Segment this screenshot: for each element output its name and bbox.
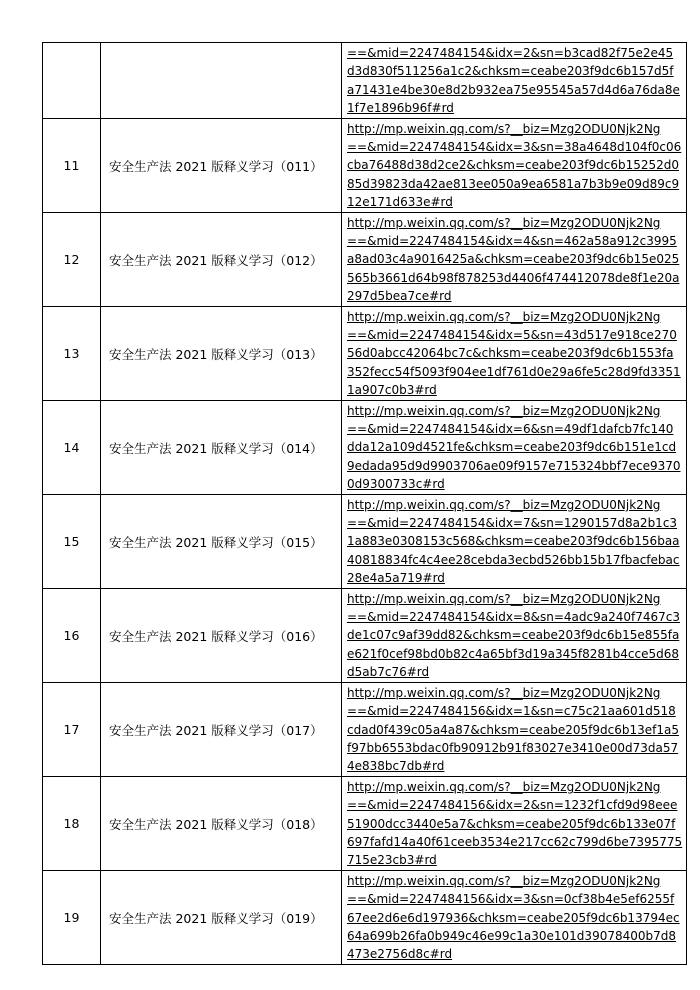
url-link[interactable] [347, 684, 682, 775]
links-table [42, 42, 687, 965]
row-title: 安全生产法 2021 版释义学习（019） [101, 871, 342, 965]
url-line[interactable]: http://mp.weixin.qq.com/s?__biz=Mzg2ODU0Njk2Ng [347, 686, 661, 701]
row-number [43, 43, 101, 119]
row-number: 18 [43, 777, 101, 871]
url-line[interactable]: 697fafd14a40f61ceeb3534e217cc62c799d6be7395775 [347, 834, 683, 849]
table-row [43, 777, 687, 871]
row-number: 17 [43, 683, 101, 777]
table-row [43, 495, 687, 589]
url-line[interactable]: e621f0cef98bd0b82c4a65bf3d19a345f8281b4cce5d68 [347, 646, 679, 661]
url-line[interactable]: 67ee2d6e6d197936&chksm=ceabe205f9dc6b13794ec [347, 910, 680, 925]
row-title: 安全生产法 2021 版释义学习（014） [101, 401, 342, 495]
url-line[interactable]: ==&mid=2247484154&idx=3&sn=38a4648d104f0c06 [347, 140, 682, 155]
table-row [43, 871, 687, 965]
url-line[interactable]: cdad0f439c05a4a87&chksm=ceabe205f9dc6b13ef1a5 [347, 722, 679, 737]
row-url-cell [342, 683, 687, 777]
url-line[interactable]: dda12a109d4521fe&chksm=ceabe203f9dc6b151e1cd [347, 440, 677, 455]
table-row [43, 683, 687, 777]
table-row [43, 213, 687, 307]
url-line[interactable]: d3d830f511256a1c2&chksm=ceabe203f9dc6b157d5f [347, 64, 674, 79]
url-line[interactable]: 64a699b26fa0b949c46e99c1a30e101d39078400b7d8 [347, 928, 677, 943]
row-url-cell [342, 871, 687, 965]
row-url-cell [342, 43, 687, 119]
url-line[interactable]: http://mp.weixin.qq.com/s?__biz=Mzg2ODU0Njk2Ng [347, 216, 661, 231]
url-line[interactable]: http://mp.weixin.qq.com/s?__biz=Mzg2ODU0Njk2Ng [347, 592, 661, 607]
url-line[interactable]: ==&mid=2247484156&idx=2&sn=1232f1cfd9d98eee [347, 798, 678, 813]
row-number: 19 [43, 871, 101, 965]
row-title: 安全生产法 2021 版释义学习（012） [101, 213, 342, 307]
url-line[interactable]: http://mp.weixin.qq.com/s?__biz=Mzg2ODU0Njk2Ng [347, 122, 661, 136]
url-line[interactable]: 51900dcc3440e5a7&chksm=ceabe205f9dc6b133e07f [347, 816, 676, 831]
url-line[interactable]: http://mp.weixin.qq.com/s?__biz=Mzg2ODU0Njk2Ng [347, 404, 661, 419]
url-line[interactable]: 297d5bea7ce#rd [347, 288, 452, 303]
url-line[interactable]: cba76488d38d2ce2&chksm=ceabe203f9dc6b15252d0 [347, 158, 679, 173]
row-url-cell [342, 777, 687, 871]
row-title: 安全生产法 2021 版释义学习（015） [101, 495, 342, 589]
url-line[interactable]: http://mp.weixin.qq.com/s?__biz=Mzg2ODU0Njk2Ng [347, 874, 661, 889]
url-line[interactable]: ==&mid=2247484156&idx=3&sn=0cf38b4e5ef6255f [347, 892, 675, 907]
row-number: 12 [43, 213, 101, 307]
url-line[interactable]: http://mp.weixin.qq.com/s?__biz=Mzg2ODU0Njk2Ng [347, 780, 661, 795]
row-number: 16 [43, 589, 101, 683]
url-line[interactable]: ==&mid=2247484154&idx=6&sn=49df1dafcb7fc140 [347, 422, 674, 437]
url-link[interactable] [347, 44, 682, 117]
url-link[interactable] [347, 872, 682, 963]
row-title: 安全生产法 2021 版释义学习（013） [101, 307, 342, 401]
url-link[interactable] [347, 402, 682, 493]
url-line[interactable]: 473e2756d8c#rd [347, 946, 453, 961]
row-title: 安全生产法 2021 版释义学习（011） [101, 119, 342, 213]
url-line[interactable]: ==&mid=2247484154&idx=8&sn=4adc9a240f7467c3 [347, 610, 680, 625]
row-url-cell [342, 213, 687, 307]
row-url-cell [342, 119, 687, 213]
url-line[interactable]: http://mp.weixin.qq.com/s?__biz=Mzg2ODU0Njk2Ng [347, 498, 661, 513]
url-line[interactable]: f97bb6553bdac0fb90912b91f83027e3410e00d73da57 [347, 740, 679, 755]
url-line[interactable]: 1a883e0308153c568&chksm=ceabe203f9dc6b156baa [347, 534, 680, 549]
url-line[interactable]: 9edada95d9d9903706ae09f9157e715324bbf7ece9370 [347, 458, 681, 473]
table-row [43, 43, 687, 119]
url-line[interactable]: 715e23cb3#rd [347, 852, 437, 867]
url-line[interactable]: 4e838bc7db#rd [347, 758, 445, 773]
row-title: 安全生产法 2021 版释义学习（016） [101, 589, 342, 683]
url-line[interactable]: ==&mid=2247484156&idx=1&sn=c75c21aa601d518 [347, 704, 676, 719]
url-link[interactable] [347, 214, 682, 305]
row-title: 安全生产法 2021 版释义学习（017） [101, 683, 342, 777]
row-url-cell [342, 589, 687, 683]
url-line[interactable]: a71431e4be30e8d2b932ea75e95545a57d4d6a76da8e [347, 82, 680, 97]
url-line[interactable]: 56d0abcc42064bc7c&chksm=ceabe203f9dc6b1553fa [347, 346, 674, 361]
url-line[interactable]: a8ad03c4a9016425a&chksm=ceabe203f9dc6b15e025 [347, 252, 680, 267]
row-number: 11 [43, 119, 101, 213]
url-line[interactable]: 12e171d633e#rd [347, 194, 453, 209]
url-line[interactable]: 40818834fc4c4ee28cebda3ecbd526bb15b17fbacfebac [347, 552, 680, 567]
url-line[interactable]: ==&mid=2247484154&idx=7&sn=1290157d8a2b1c3 [347, 516, 678, 531]
url-line[interactable]: 352fecc54f5093f904ee1df761d0e29a6fe5c28d9fd3351 [347, 364, 681, 379]
url-line[interactable]: 1f7e1896b96f#rd [347, 100, 454, 115]
url-line[interactable]: 0d9300733c#rd [347, 476, 445, 491]
row-title: 安全生产法 2021 版释义学习（018） [101, 777, 342, 871]
url-line[interactable]: ==&mid=2247484154&idx=2&sn=b3cad82f75e2e45 [347, 46, 674, 61]
url-link[interactable] [347, 590, 682, 681]
links-table-body [43, 43, 687, 965]
url-link[interactable] [347, 496, 682, 587]
table-row [43, 119, 687, 213]
row-title [101, 43, 342, 119]
url-link[interactable] [347, 120, 682, 211]
url-line[interactable]: 1a907c0b3#rd [347, 382, 437, 397]
url-line[interactable]: 565b3661d64b98f878253d4406f474412078de8f1e20a [347, 270, 680, 285]
table-row [43, 307, 687, 401]
row-url-cell [342, 495, 687, 589]
url-line[interactable]: ==&mid=2247484154&idx=5&sn=43d517e918ce270 [347, 328, 677, 343]
url-link[interactable] [347, 308, 682, 399]
url-line[interactable]: http://mp.weixin.qq.com/s?__biz=Mzg2ODU0Njk2Ng [347, 310, 661, 325]
url-link[interactable] [347, 778, 682, 869]
url-line[interactable]: ==&mid=2247484154&idx=4&sn=462a58a912c3995 [347, 234, 677, 249]
table-row [43, 401, 687, 495]
row-number: 14 [43, 401, 101, 495]
url-line[interactable]: de1c07c9af39dd82&chksm=ceabe203f9dc6b15e855fa [347, 628, 680, 643]
row-number: 15 [43, 495, 101, 589]
table-row [43, 589, 687, 683]
row-url-cell [342, 401, 687, 495]
row-url-cell [342, 307, 687, 401]
url-line[interactable]: d5ab7c76#rd [347, 664, 430, 679]
url-line[interactable]: 85d39823da42ae813ee050a9ea6581a7b3b9e09d89c9 [347, 176, 680, 191]
row-number: 13 [43, 307, 101, 401]
url-line[interactable]: 28e4a5a719#rd [347, 570, 445, 585]
